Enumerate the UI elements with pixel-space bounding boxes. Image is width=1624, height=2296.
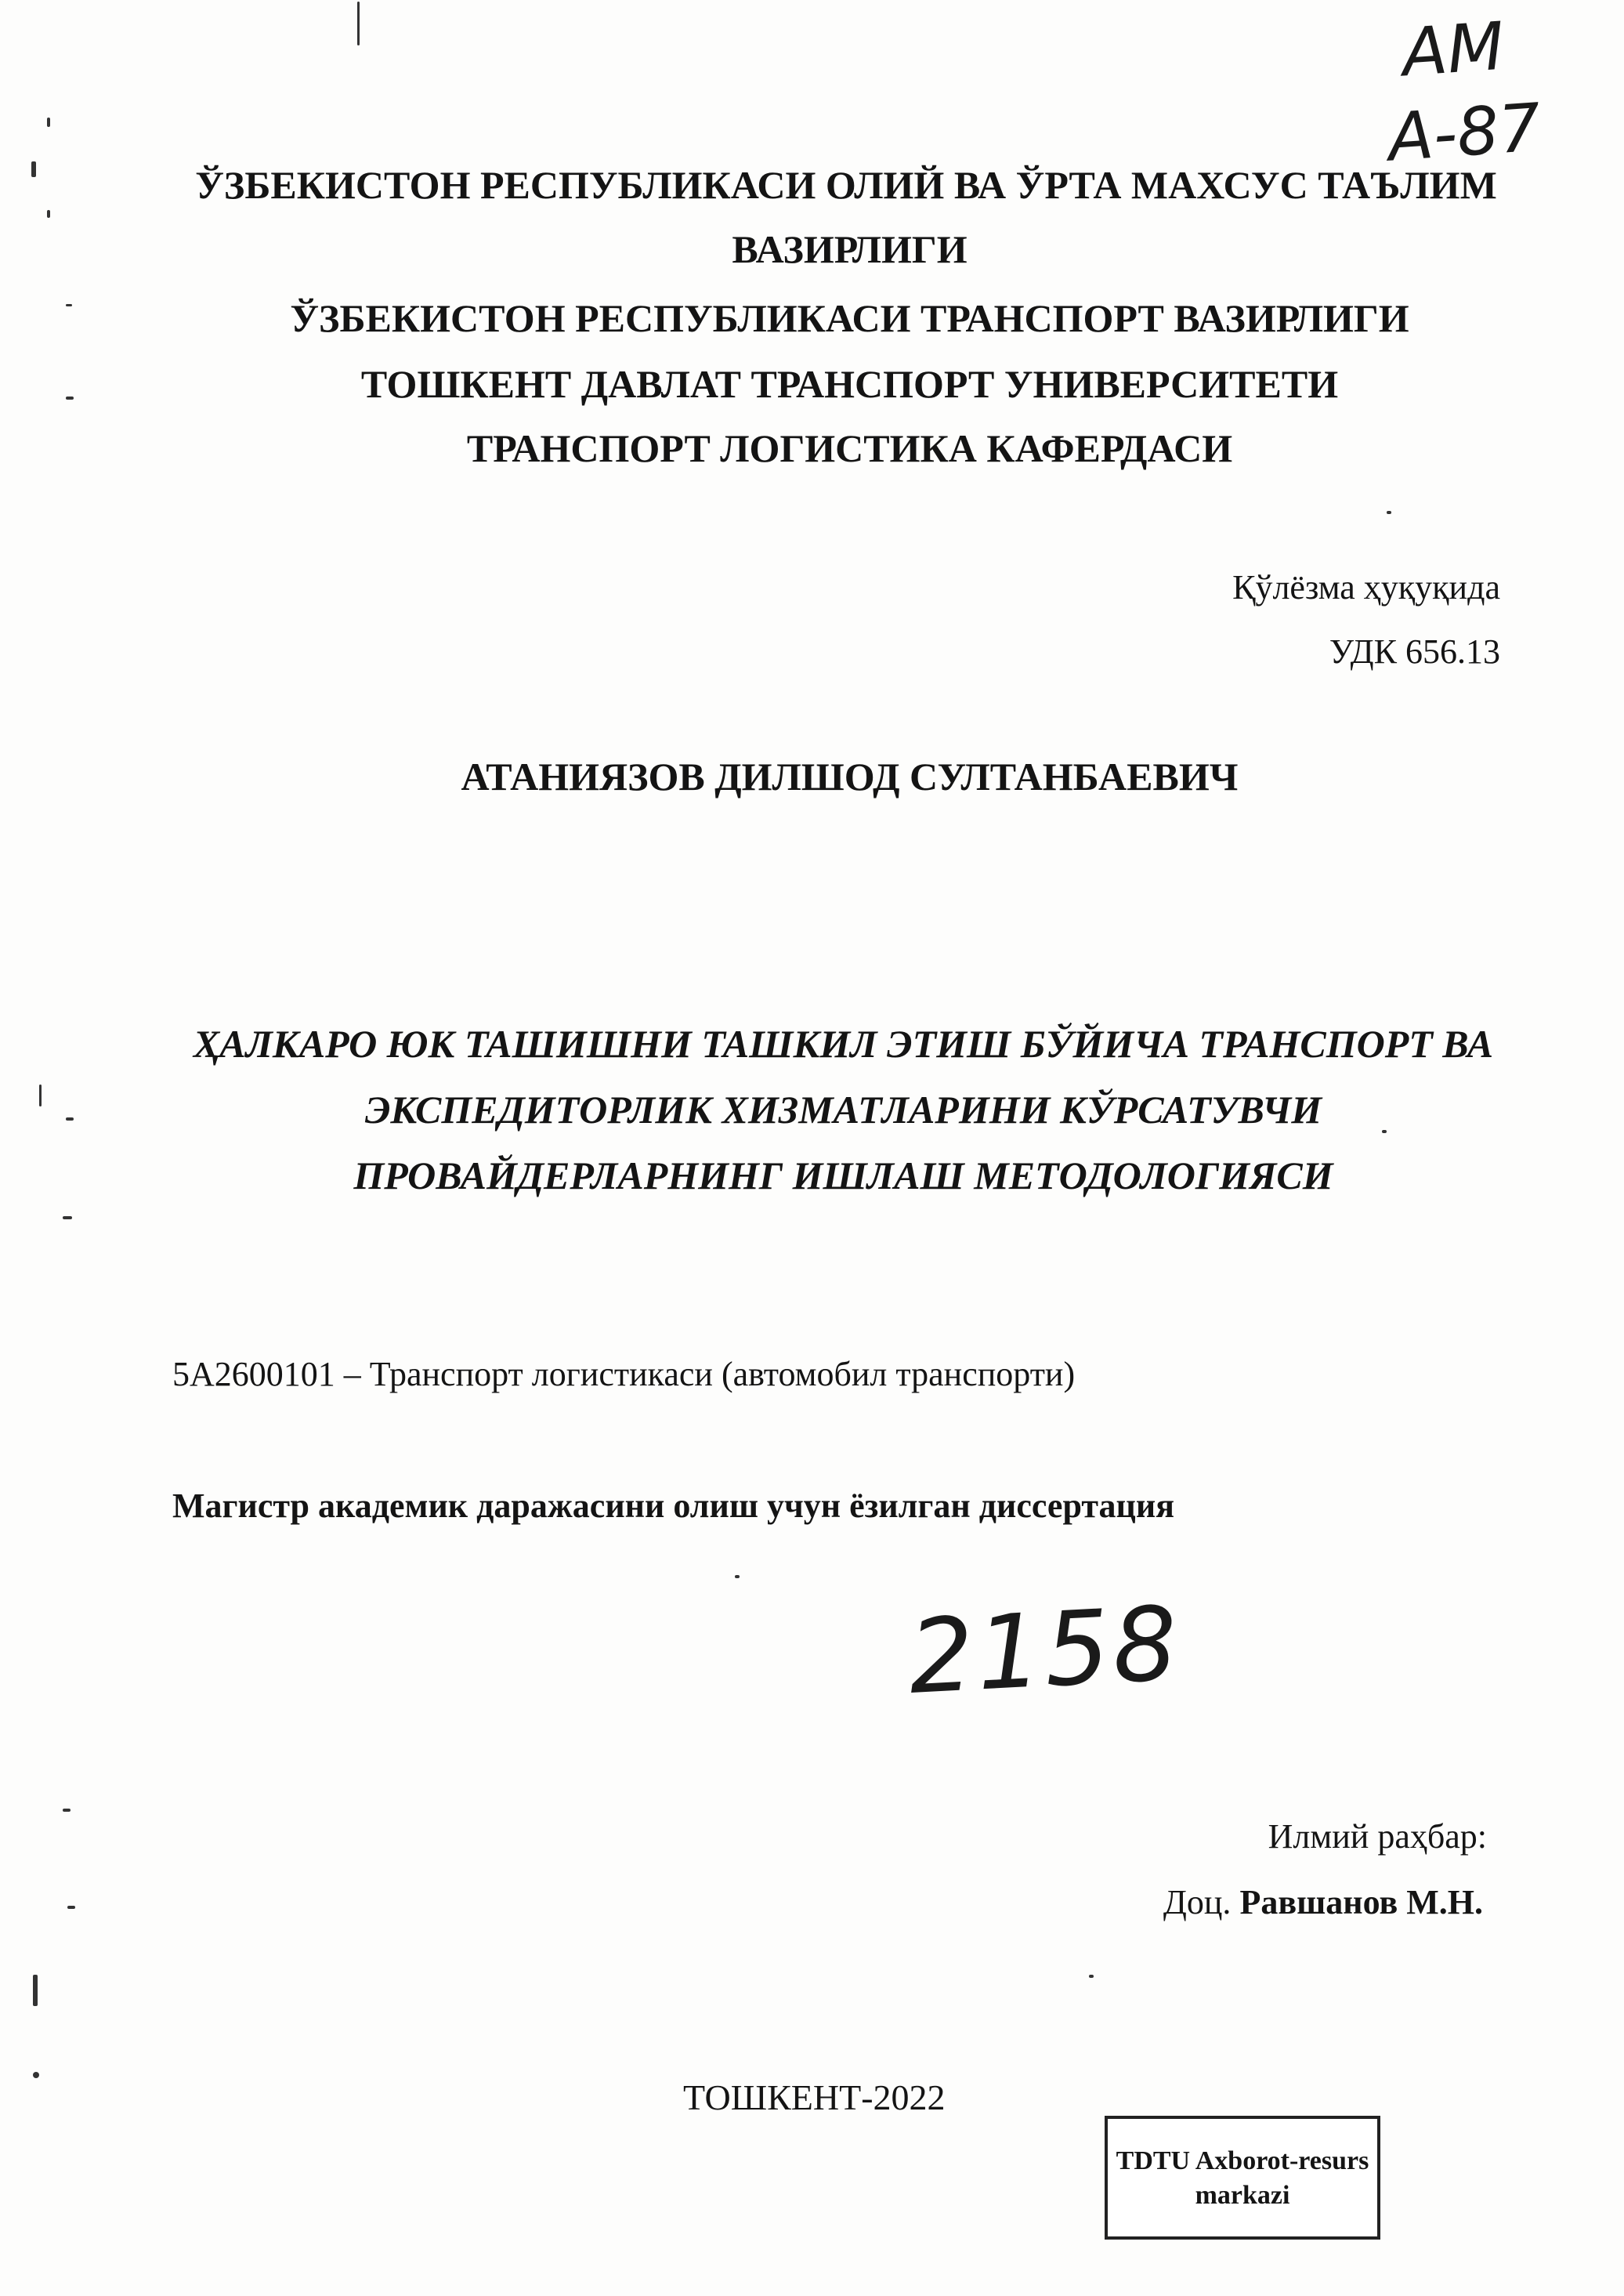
scan-mark [31,161,36,177]
department-name: ТРАНСПОРТ ЛОГИСТИКА КАФЕРДАСИ [466,426,1233,470]
degree-statement: Магистр академик даражасини олиш учун ёзилган диссертация [172,1487,1175,1525]
specialty-code: 5A2600101 – Транспорт логистикаси (автомобил транспорти) [172,1355,1076,1393]
scan-mark [1089,1975,1094,1978]
udk-code: УДК 656.13 [1329,632,1500,671]
scan-mark [735,1575,740,1578]
thesis-title-line-3: ПРОВАЙДЕРЛАРНИНГ ИШЛАШ МЕТОДОЛОГИЯСИ [353,1153,1333,1197]
ministry-line-3: ЎЗБЕКИСТОН РЕСПУБЛИКАСИ ТРАНСПОРТ ВАЗИРЛИГИ [290,296,1409,340]
scan-mark [39,1085,42,1106]
stamp-line-1: TDTU Axborot-resurs [1116,2146,1369,2175]
supervisor-line [1163,1882,1483,1923]
scan-mark [67,1906,75,1909]
scan-mark [357,2,360,45]
scan-mark [1387,511,1391,514]
author-name: АТАНИЯЗОВ ДИЛШОД СУЛТАНБАЕВИЧ [461,755,1239,799]
handwritten-shelf-code-line1: АМ [1399,7,1507,92]
stamp-line-2: markazi [1195,2181,1290,2210]
handwritten-inventory-number: 2158 [906,1584,1184,1717]
scan-mark [33,1975,38,2006]
scan-mark [47,210,50,218]
thesis-title-line-2: ЭКСПЕДИТОРЛИК ХИЗМАТЛАРИНИ КЎРСАТУВЧИ [364,1088,1322,1132]
ministry-line-1: ЎЗБЕКИСТОН РЕСПУБЛИКАСИ ОЛИЙ ВА ЎРТА МАХСУС ТАЪЛИМ [195,163,1497,207]
scan-mark [66,304,72,306]
scan-mark [33,2072,39,2078]
scan-mark [66,397,74,400]
scan-mark [1382,1130,1387,1133]
manuscript-rights-label: Қўлёзма ҳуқуқида [1232,568,1500,607]
university-name: ТОШКЕНТ ДАВЛАТ ТРАНСПОРТ УНИВЕРСИТЕТИ [360,362,1339,406]
city-year: ТОШКЕНТ-2022 [683,2077,946,2117]
scan-mark [47,118,50,127]
scan-mark [63,1216,72,1219]
library-stamp [1105,2116,1380,2240]
supervisor-name: Равшанов М.Н. [1239,1883,1483,1921]
thesis-title-line-1: ҲАЛКАРО ЮК ТАШИШНИ ТАШКИЛ ЭТИШ БЎЙИЧА ТРАНСПОРТ ВА [193,1022,1494,1066]
supervisor-title: Доц. [1163,1883,1232,1921]
scan-mark [63,1809,71,1812]
scan-mark [66,1117,74,1121]
supervisor-label: Илмий раҳбар: [1268,1817,1487,1856]
handwritten-shelf-code-line2: А-87 [1385,89,1543,176]
ministry-line-2: ВАЗИРЛИГИ [732,227,968,271]
